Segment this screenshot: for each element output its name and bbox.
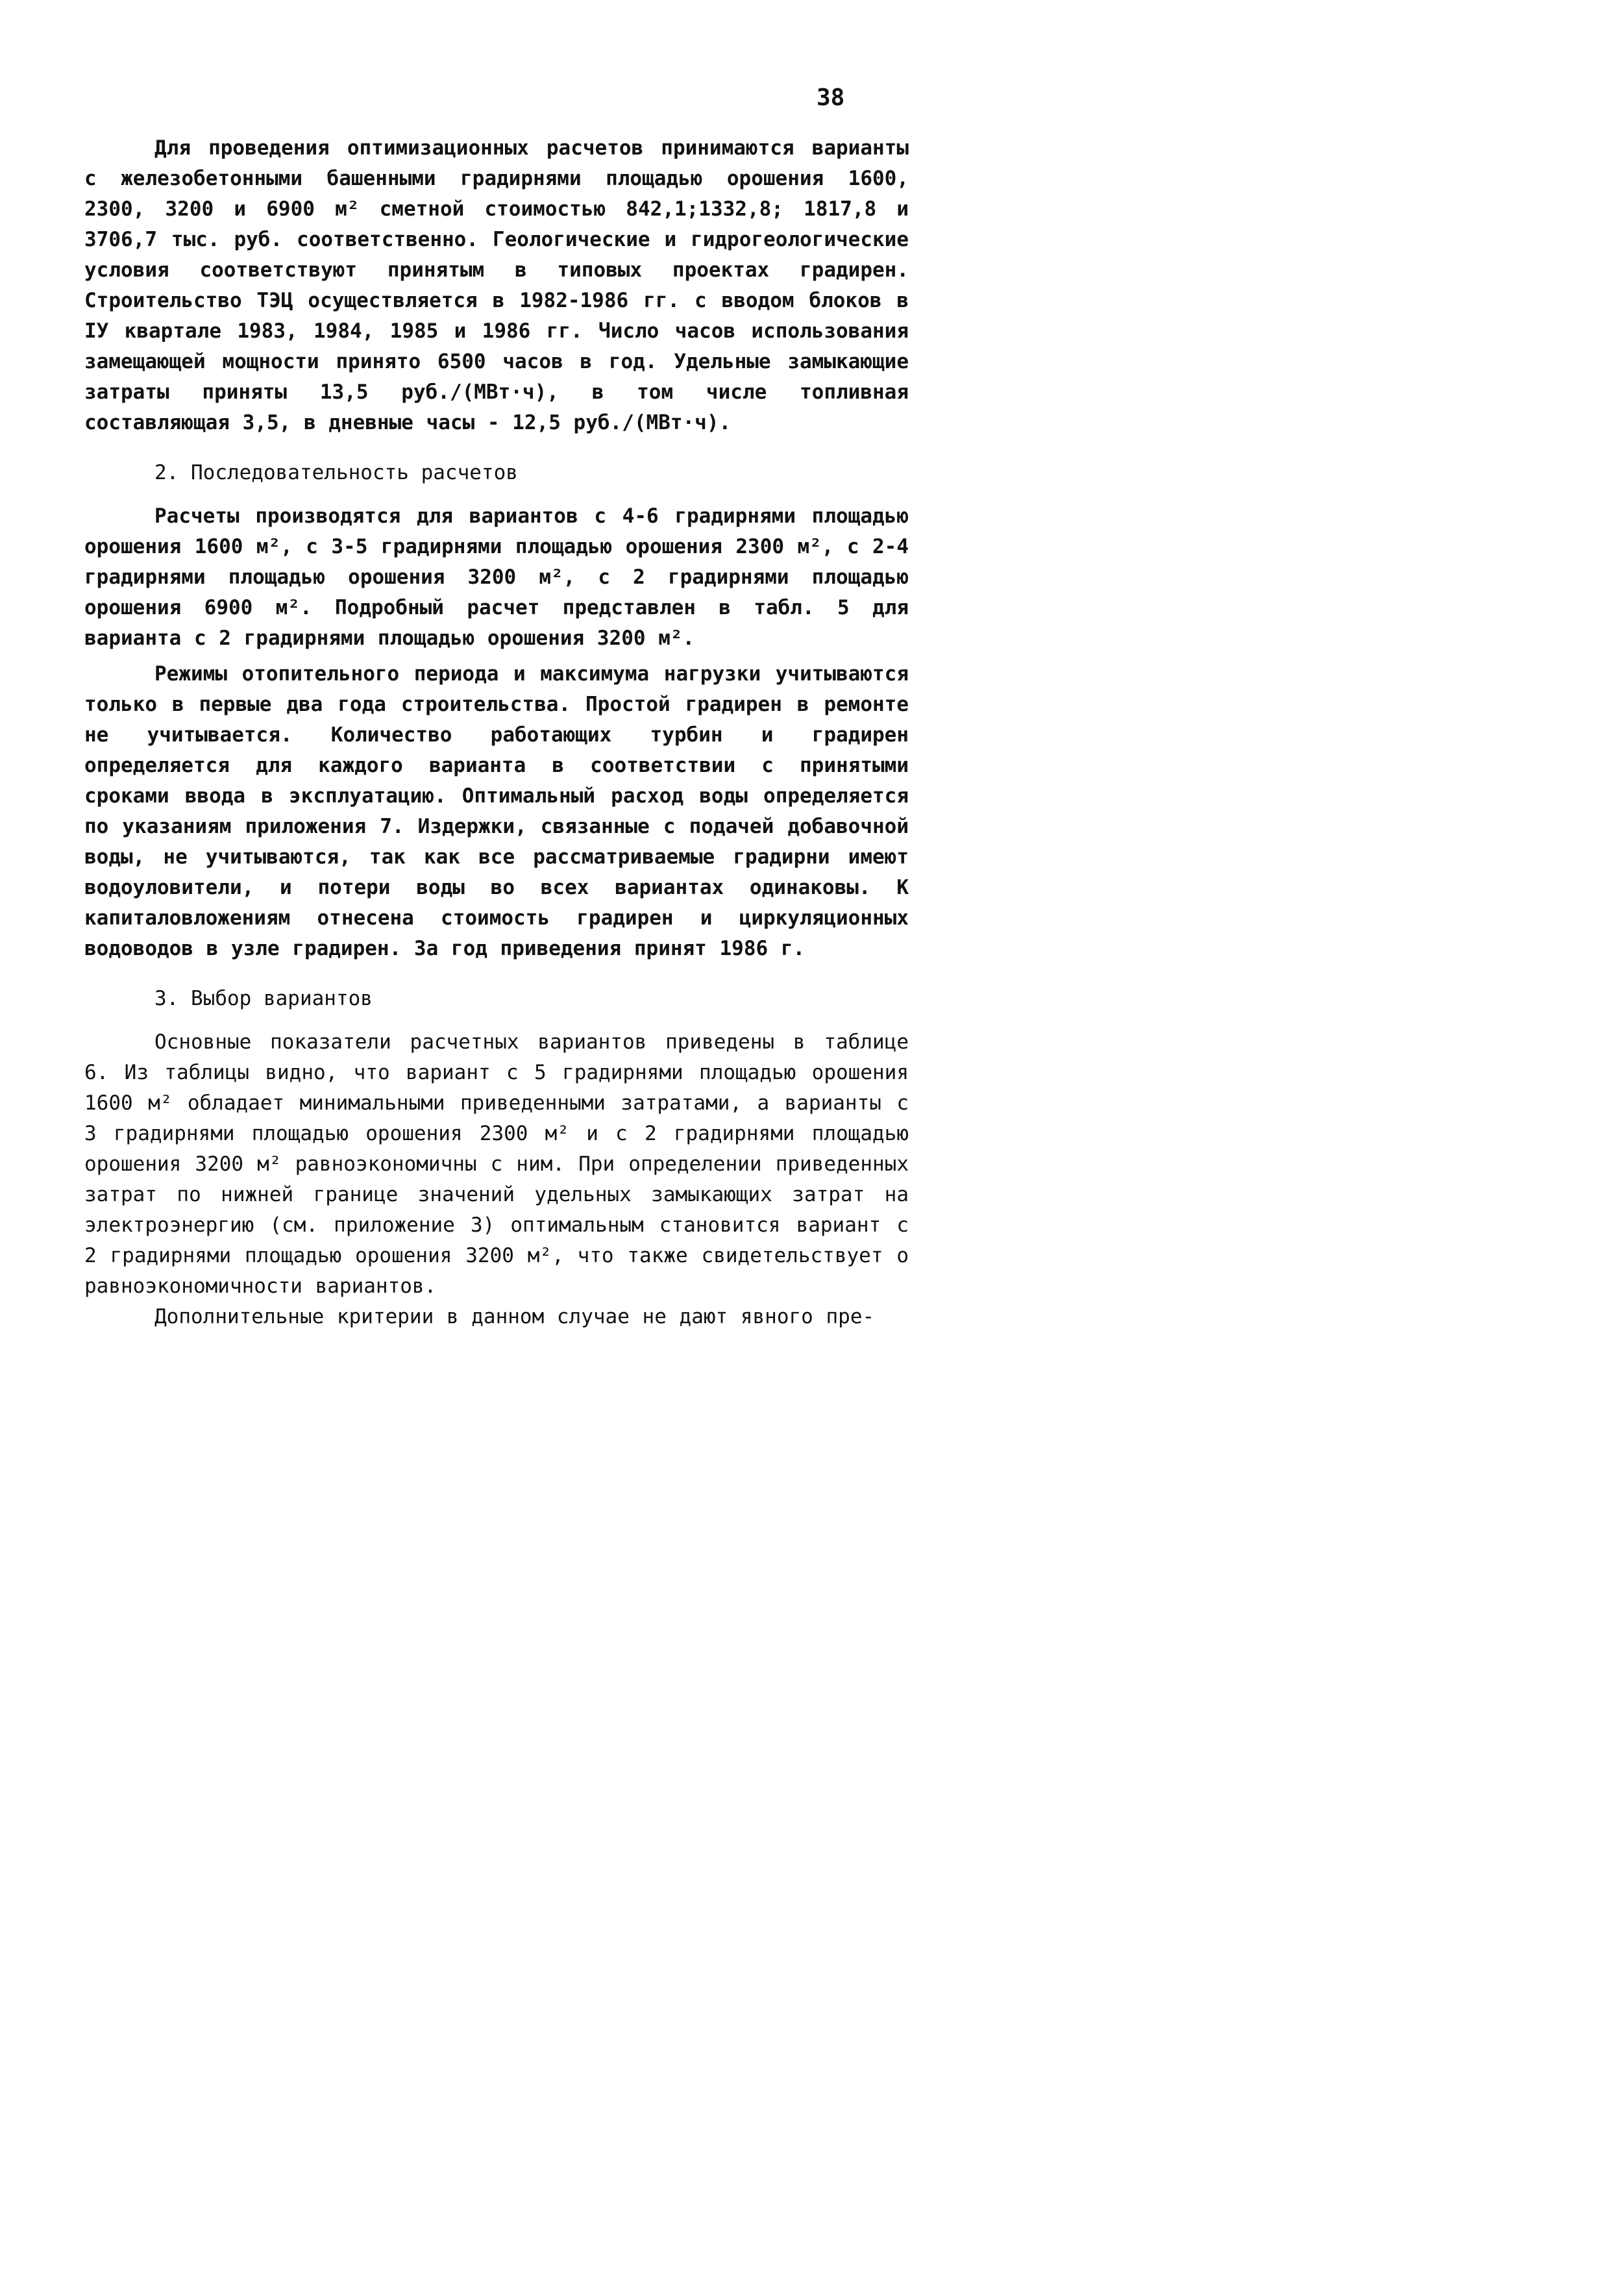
document-body <box>84 133 909 1332</box>
paragraph-calc-modes: Режимы отопительного периода и максимума нагрузки учитываются только в первые два года строительства. Простой градирен в ремонте не учитывается. Количество работающих турбин и градирен определяется для каждого варианта в соответствии с принятыми сроками ввода в эксплуатацию. Оптимальный расход воды определяется по указаниям приложения 7. Издержки, связанные с подачей добавочной воды, не учитываются, так как все рассматриваемые градирни имеют водоуловители, и потери воды во всех вариантах одинаковы. К капиталовложениям отнесена стоимость градирен и циркуляционных водоводов в узле градирен. За год приведения принят 1986 г. <box>84 662 909 960</box>
section-heading-3: 3. Выбор вариантов <box>154 987 373 1010</box>
paragraph-calc-variants: Расчеты производятся для вариантов с 4-6 градирнями площадью орошения 1600 м², с 3-5 градирнями площадью орошения 2300 м², с 2-4 градирнями площадью орошения 3200 м², с 2 градирнями площадью орошения 6900 м². Подробный расчет представлен в табл. 5 для варианта с 2 градирнями площадью орошения 3200 м². <box>84 504 909 650</box>
section-heading-2: 2. Последовательность расчетов <box>154 461 518 484</box>
page-number: 38 <box>817 84 845 111</box>
paragraph-intro: Для проведения оптимизационных расчетов принимаются варианты с железобетонными башенными градирнями площадью орошения 1600, 2300, 3200 и 6900 м² сметной стоимостью 842,1;1332,8; 1817,8 и 3706,7 тыс. руб. соответственно. Геологические и гидрогеологические условия соответствуют принятым в типовых проектах градирен. Строительство ТЭЦ осуществляется в 1982-1986 гг. с вводом блоков в IУ квартале 1983, 1984, 1985 и 1986 гг. Число часов использования замещающей мощности принято 6500 часов в год. Удельные замыкающие затраты приняты 13,5 руб./(МВт·ч), в том числе топливная составляющая 3,5, в дневные часы - 12,5 руб./(МВт·ч). <box>84 136 909 434</box>
paragraph-additional-criteria: Дополнительные критерии в данном случае не дают явного пре- <box>154 1305 875 1328</box>
paragraph-variant-choice: Основные показатели расчетных вариантов приведены в таблице 6. Из таблицы видно, что вариант с 5 градирнями площадью орошения 1600 м² обладает минимальными приведенными затратами, а варианты с 3 градирнями площадью орошения 2300 м² и с 2 градирнями площадью орошения 3200 м² равноэкономичны с ним. При определении приведенных затрат по нижней границе значений удельных замыкающих затрат на электроэнергию (см. приложение 3) оптимальным становится вариант с 2 градирнями площадью орошения 3200 м², что также свидетельствует о равноэкономичности вариантов. <box>84 1030 909 1298</box>
